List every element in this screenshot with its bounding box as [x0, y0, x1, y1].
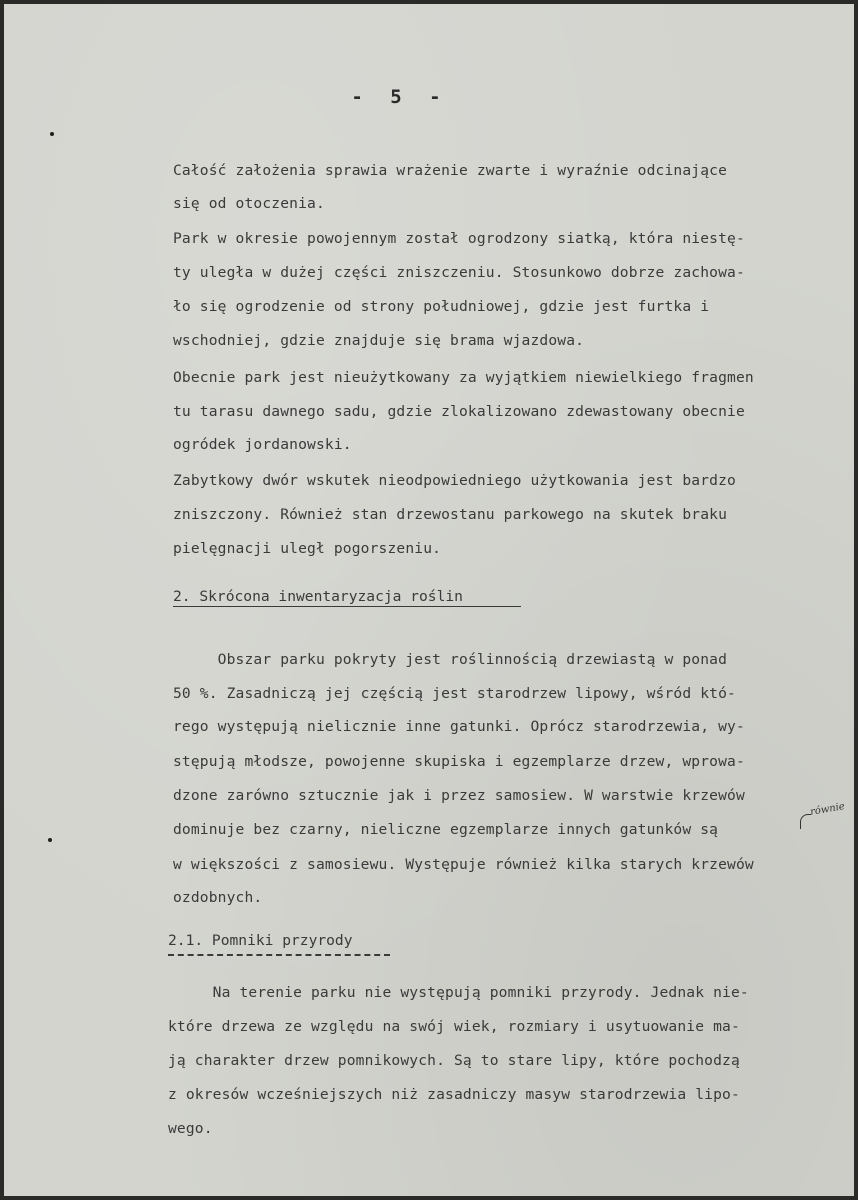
document-page	[4, 4, 854, 1196]
text-line: w większości z samosiewu. Występuje również kilka starych krzewów	[173, 856, 754, 873]
text-line: ty uległa w dużej części zniszczeniu. Stosunkowo dobrze zachowa-	[173, 264, 745, 281]
text-line: pielęgnacji uległ pogorszeniu.	[173, 540, 442, 557]
page-number: - 5 -	[351, 86, 449, 108]
text-line: tu tarasu dawnego sadu, gdzie zlokalizowano zdewastowany obecnie	[173, 403, 745, 420]
text-line: ozdobnych.	[173, 889, 263, 906]
punch-hole-top	[50, 132, 54, 136]
text-line: Obszar parku pokryty jest roślinnością drzewiastą w ponad	[173, 651, 728, 668]
punch-hole-bottom	[48, 838, 52, 842]
text-line: które drzewa ze względu na swój wiek, rozmiary i usytuowanie ma-	[168, 1018, 740, 1035]
text-line: ło się ogrodzenie od strony południowej, gdzie jest furtka i	[173, 298, 710, 315]
text-line: wschodniej, gdzie znajduje się brama wjazdowa.	[173, 332, 585, 349]
section-heading-inventory: 2. Skrócona inwentaryzacja roślin	[173, 588, 463, 605]
handwritten-annotation: równie	[809, 801, 846, 818]
text-line: Obecnie park jest nieużytkowany za wyjątkiem niewielkiego fragmen	[173, 369, 754, 386]
text-line: Całość założenia sprawia wrażenie zwarte i wyraźnie odcinające	[173, 162, 728, 179]
annotation-mark	[800, 814, 811, 829]
text-line: rego występują nielicznie inne gatunki. Oprócz starodrzewia, wy-	[173, 718, 745, 735]
text-line: 50 %. Zasadniczą jej częścią jest starodrzew lipowy, wśród któ-	[173, 685, 736, 702]
section-heading-nature-monuments: 2.1. Pomniki przyrody	[168, 932, 353, 949]
text-line: Zabytkowy dwór wskutek nieodpowiedniego użytkowania jest bardzo	[173, 472, 736, 489]
text-line: zniszczony. Również stan drzewostanu parkowego na skutek braku	[173, 506, 728, 523]
text-line: Na terenie parku nie występują pomniki przyrody. Jednak nie-	[168, 984, 749, 1001]
text-line: stępują młodsze, powojenne skupiska i egzemplarze drzew, wprowa-	[173, 753, 745, 770]
section-heading-underline	[168, 954, 390, 956]
text-line: wego.	[168, 1120, 213, 1137]
text-line: z okresów wcześniejszych niż zasadniczy masyw starodrzewia lipo-	[168, 1086, 740, 1103]
section-heading-underline	[173, 606, 521, 607]
text-line: ją charakter drzew pomnikowych. Są to stare lipy, które pochodzą	[168, 1052, 740, 1069]
text-line: się od otoczenia.	[173, 195, 325, 212]
text-line: ogródek jordanowski.	[173, 436, 352, 453]
text-line: Park w okresie powojennym został ogrodzony siatką, która niestę-	[173, 230, 745, 247]
text-line: dzone zarówno sztucznie jak i przez samosiew. W warstwie krzewów	[173, 787, 745, 804]
text-line: dominuje bez czarny, nieliczne egzemplarze innych gatunków są	[173, 821, 719, 838]
